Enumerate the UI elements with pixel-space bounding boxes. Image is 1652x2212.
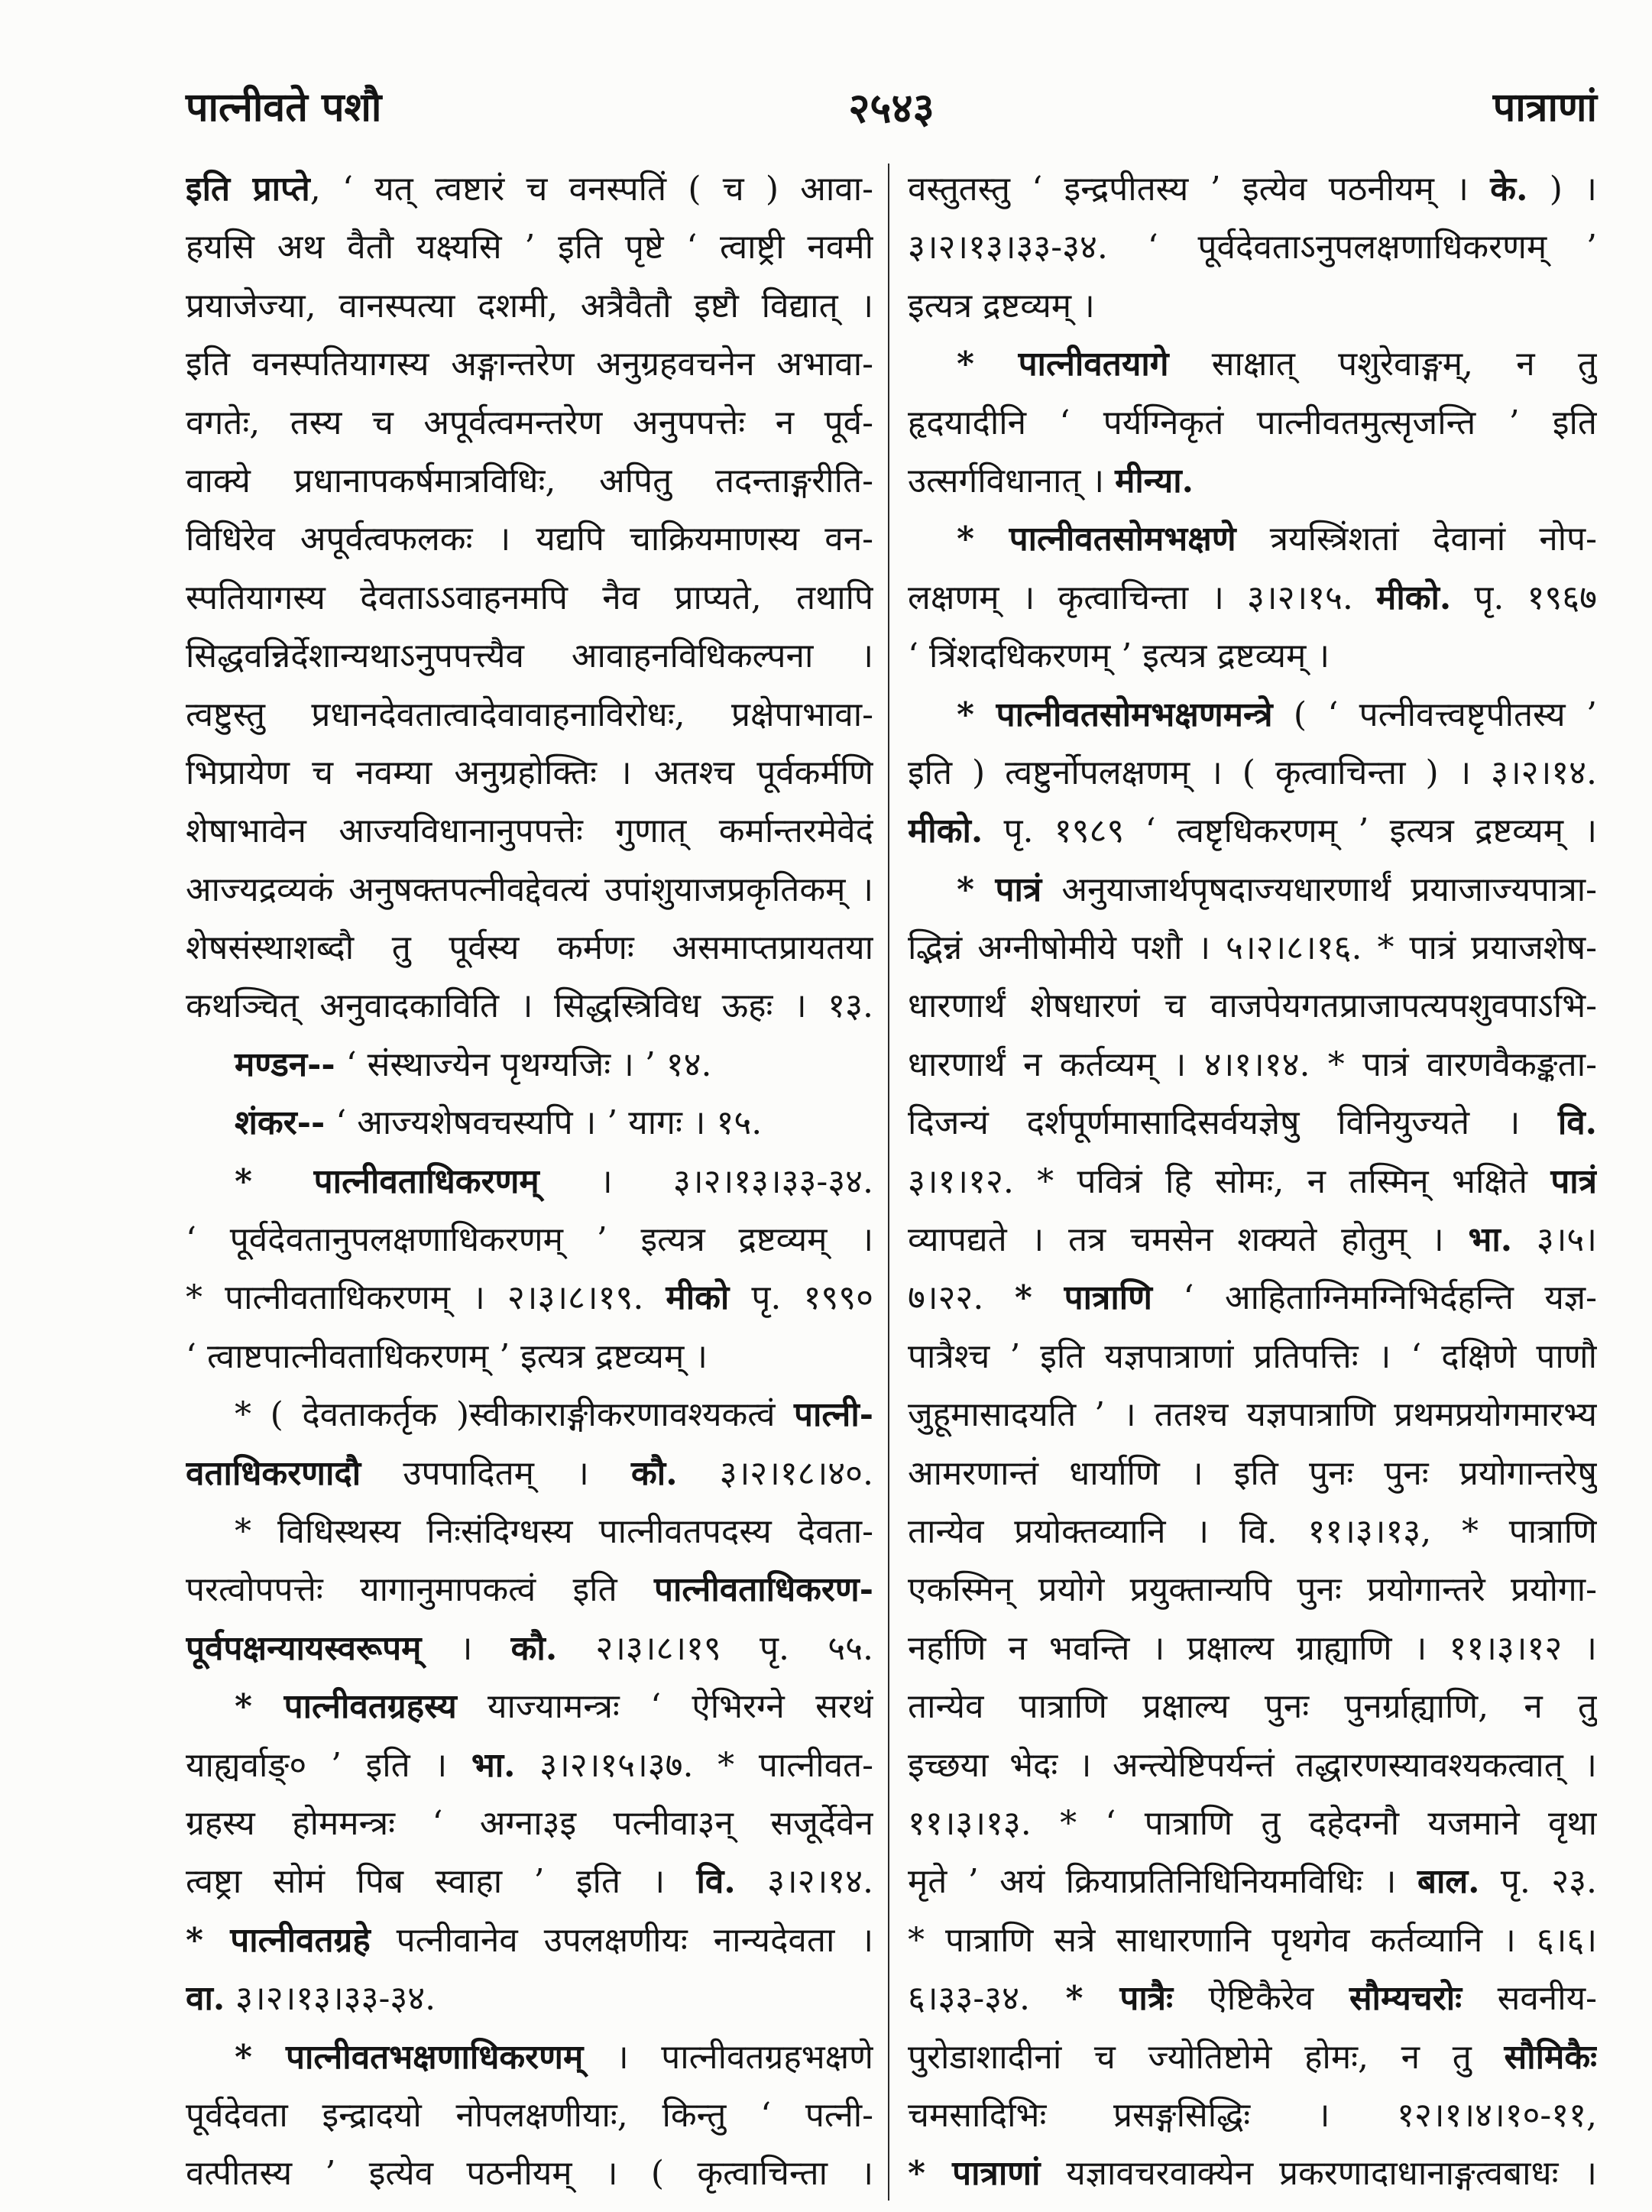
right-text-column [908, 160, 1597, 2204]
right-column-line [908, 219, 1597, 277]
right-column-line [908, 861, 1597, 919]
text-run: ‘ त्रिंशदधिकरणम् ’ इत्यत्र द्रष्टव्यम् । [908, 636, 1330, 676]
text-run: ३।२।१३।३३-३४. [225, 1979, 436, 2019]
right-column-line [908, 277, 1597, 335]
bold-term: बाल. [1417, 1862, 1480, 1902]
text-run: परत्वोपपत्तेः यागानुमापकत्वं इति [186, 1570, 655, 1610]
text-run: । [421, 1628, 511, 1668]
left-column-line [186, 1795, 873, 1853]
bold-term: वि. [1557, 1103, 1597, 1143]
text-run: ३।२।१८।४०. [677, 1453, 873, 1493]
right-column-line [908, 510, 1597, 568]
text-run: याज्यामन्त्रः ‘ ऐभिरग्ने सरथं [456, 1687, 873, 1727]
bold-term: कौ. [631, 1453, 678, 1493]
right-column-line [908, 394, 1597, 452]
right-column-line [908, 569, 1597, 627]
text-run: ७।२२. [908, 1278, 1015, 1318]
text-run: पुरोडाशादीनां च ज्योतिष्टोमे होमः, न तु [908, 2037, 1505, 2077]
text-run: आमरणान्तं धार्याणि । इति पुनः पुनः प्रयोगान्तरेषु [908, 1453, 1597, 1493]
text-run: तान्येव पात्राणि प्रक्षाल्य पुनः पुनर्ग्राह्याणि, न तु [908, 1687, 1597, 1727]
left-column-line [186, 1153, 873, 1211]
right-column-line [908, 977, 1597, 1035]
text-run: प्रयाजेज्या, वानस्पत्या दशमी, अत्रैवैतौ इष्टौ विद्यात् । [186, 286, 873, 325]
left-column-line [186, 1620, 873, 1678]
text-run: त्वष्ट्रा सोमं पिब स्वाहा ’ इति । [186, 1862, 697, 1902]
text-run: पूर्वदेवता इन्द्रादयो नोपलक्षणीयाः, किन्तु ‘ पत्नी- [186, 2095, 873, 2135]
left-column-line [186, 919, 873, 977]
right-column-line [908, 335, 1597, 393]
bold-term: * पात्नीवतग्रहस्य [235, 1687, 457, 1727]
page-number: २५४३ [848, 83, 935, 132]
right-column-line [908, 1795, 1597, 1853]
bold-term: * पात्नीवतग्रहे [186, 1920, 371, 1960]
bold-term: सौम्यचरोः [1349, 1979, 1462, 2019]
text-run: पात्रैश्च ’ इति यज्ञपात्राणां प्रतिपत्तिः । ‘ दक्षिणे पाणौ [908, 1336, 1597, 1376]
text-run: धारणार्थं न कर्तव्यम् । ४।१।१४. * पात्रं वारणवैकङ्कता- [908, 1044, 1597, 1084]
right-column-line [908, 1211, 1597, 1269]
text-run: ‘ आज्यशेषवचस्यपि । ’ यागः । १५. [325, 1103, 763, 1143]
text-run: शेषाभावेन आज्यविधानानुपपत्तेः गुणात् कर्मान्तरमेवेदं [186, 811, 873, 851]
left-column-line [186, 2145, 873, 2203]
text-run: कथञ्चित् अनुवादकाविति । सिद्धस्त्रिविध ऊहः । १३. [186, 986, 873, 1026]
text-run: ऐष्टिकैरेव [1172, 1979, 1349, 2019]
text-run: । पात्नीवतग्रहभक्षणे [583, 2037, 873, 2077]
bold-term: * पात्नीवतसोमभक्षणमन्त्रे [957, 695, 1273, 734]
text-run: भिप्रायेण च नवम्या अनुग्रहोक्तिः । अतश्च पूर्वकर्मणि [186, 753, 873, 792]
left-column-line [186, 1036, 873, 1094]
bold-term: मीको [666, 1278, 730, 1318]
text-run: सिद्धवन्निर्देशान्यथाऽनुपपत्त्यैव आवाहनविधिकल्पना । [186, 636, 873, 676]
text-run: इति वनस्पतियागस्य अङ्गान्तरेण अनुग्रहवचनेन अभावा- [186, 345, 873, 384]
text-run: पृ. २३. [1479, 1862, 1597, 1902]
bold-term: शंकर-- [235, 1103, 326, 1143]
header-right-headword: पात्राणां [1492, 84, 1597, 131]
left-column-line [186, 569, 873, 627]
left-column-line [186, 1211, 873, 1269]
bold-term: * पात्राणि [1014, 1278, 1152, 1318]
right-column-line [908, 2029, 1597, 2087]
bold-term: वा. [186, 1979, 225, 2019]
left-column-line [186, 394, 873, 452]
text-run: स्पतियागस्य देवताऽऽवाहनमपि नैव प्राप्यते, तथापि [186, 578, 873, 617]
text-run: सवनीय- [1462, 1979, 1597, 2019]
left-column-line [186, 1328, 873, 1386]
text-run: वाक्ये प्रधानापकर्षमात्रविधिः, अपितु तदन्ताङ्गरीति- [186, 461, 873, 500]
left-column-line [186, 1912, 873, 1970]
text-run: वस्तुतस्तु ‘ इन्द्रपीतस्य ’ इत्येव पठनीयम् । [908, 170, 1491, 209]
bold-term: पात्रं [1550, 1161, 1597, 1201]
right-column-line [908, 1036, 1597, 1094]
text-run: ‘ आहिताग्निमग्निभिर्दहन्ति यज्ञ- [1152, 1278, 1597, 1318]
text-run: दिजन्यं दर्शपूर्णमासादिसर्वयज्ञेषु विनियुज्यते । [908, 1103, 1558, 1143]
right-column-line [908, 627, 1597, 685]
right-column-line [908, 1094, 1597, 1152]
left-column-line [186, 627, 873, 685]
bold-term: मीको. [1376, 578, 1452, 617]
left-column-line [186, 802, 873, 860]
left-column-line [186, 510, 873, 568]
left-column-line [186, 744, 873, 802]
right-column-line [908, 919, 1597, 977]
text-run: व्यापद्यते । तत्र चमसेन शक्यते होतुम् । [908, 1220, 1469, 1260]
left-column-line [186, 1737, 873, 1795]
text-run: * पात्राणि सत्रे साधारणानि पृथगेव कर्तव्यानि । ६।६। [908, 1920, 1597, 1960]
text-run: उपपादितम् । [361, 1453, 632, 1493]
right-column-line [908, 686, 1597, 744]
right-column-line [908, 2087, 1597, 2145]
text-run: ‘ पूर्वदेवतानुपलक्षणाधिकरणम् ’ इत्यत्र द्रष्टव्यम् । [186, 1220, 873, 1260]
text-run: ३।२।१४. [735, 1862, 873, 1902]
left-column-line [186, 219, 873, 277]
text-run: चमसादिभिः प्रसङ्गसिद्धिः । १२।१।४।१०-११, [908, 2095, 1597, 2135]
left-column-line [186, 1094, 873, 1152]
text-run: वगतेः, तस्य च अपूर्वत्वमन्तरेण अनुपपत्तेः न पूर्व- [186, 403, 873, 442]
bold-term: वि. [696, 1862, 736, 1902]
bold-term: * पात्राणां [908, 2154, 1041, 2194]
text-run: ६।३३-३४. [908, 1979, 1066, 2019]
right-column-line [908, 160, 1597, 219]
bold-term: के. [1490, 170, 1528, 209]
text-run: हृदयादीनि ‘ पर्यग्निकृतं पात्नीवतमुत्सृजन्ति ’ इति [908, 403, 1597, 442]
left-column-line [186, 1445, 873, 1503]
text-run: ग्रहस्य होममन्त्रः ‘ अग्ना३इ पत्नीवा३न् सजूर्देवेन [186, 1803, 873, 1843]
text-run: २।३।८।१९ पृ. ५५. [557, 1628, 873, 1668]
left-column-line [186, 977, 873, 1035]
right-column-line [908, 1445, 1597, 1503]
right-column-line [908, 1912, 1597, 1970]
text-run: धारणार्थं शेषधारणं च वाजपेयगतप्राजापत्यपशुवपाऽभि- [908, 986, 1597, 1026]
text-run: यज्ञावचरवाक्येन प्रकरणादाधानाङ्गत्वबाधः । [1040, 2154, 1597, 2194]
bold-term: मीन्या. [1115, 461, 1194, 500]
text-run: पृ. १९९० [729, 1278, 873, 1318]
text-run: मृते ’ अयं क्रियाप्रतिनिधिनियमविधिः । [908, 1862, 1417, 1902]
text-run: * ( देवताकर्तृक )स्वीकाराङ्गीकरणावश्यकत्वं [235, 1395, 795, 1435]
right-column-line [908, 1561, 1597, 1619]
left-column-line [186, 2087, 873, 2145]
text-run: * विधिस्थस्य निःसंदिग्धस्य पात्नीवतपदस्य देवता- [235, 1511, 873, 1551]
text-run: लक्षणम् । कृत्वाचिन्ता । ३।२।१५. [908, 578, 1377, 617]
bold-term: वताधिकरणादौ [186, 1453, 361, 1493]
text-run: याह्यर्वाङ्० ’ इति । [186, 1745, 471, 1785]
right-column-line [908, 802, 1597, 860]
text-run: ११।३।१३. * ‘ पात्राणि तु दहेदग्नौ यजमाने वृथा [908, 1803, 1597, 1843]
text-run: हयसि अथ वैतौ यक्ष्यसि ’ इति पृष्टे ‘ त्वाष्ट्री नवमी [186, 228, 873, 267]
left-column-line [186, 2029, 873, 2087]
right-column-line [908, 1328, 1597, 1386]
bold-term: * पात्नीवतसोमभक्षणे [957, 520, 1236, 559]
bold-term: सौमिकैः [1504, 2037, 1597, 2077]
right-column-line [908, 1386, 1597, 1444]
bold-term: पात्नीवताधिकरण- [654, 1570, 873, 1610]
right-column-line [908, 1737, 1597, 1795]
text-run: ‘ त्वाष्टपात्नीवताधिकरणम् ’ इत्यत्र द्रष्टव्यम् । [186, 1336, 708, 1376]
text-run: नर्हाणि न भवन्ति । प्रक्षाल्य ग्राह्याणि । ११।३।१२ । [908, 1628, 1597, 1668]
text-run: त्वष्टुस्तु प्रधानदेवतात्वादेवावाहनाविरोधः, प्रक्षेपाभावा- [186, 695, 873, 734]
bold-term: इति प्राप्ते [186, 170, 310, 209]
left-column-line [186, 452, 873, 510]
left-column-line [186, 1853, 873, 1911]
left-column-line [186, 335, 873, 393]
text-run: इति ) त्वष्टुर्नोपलक्षणम् । ( कृत्वाचिन्ता ) । ३।२।१४. [908, 753, 1597, 792]
right-column-line [908, 452, 1597, 510]
bold-term: * पात्नीवतयागे [957, 345, 1169, 384]
text-run: पृ. १९८९ ‘ त्वष्टृधिकरणम् ’ इत्यत्र द्रष्टव्यम् । [983, 811, 1597, 851]
left-column-line [186, 861, 873, 919]
text-run: साक्षात् पशुरेवाङ्गम्, न तु [1168, 345, 1597, 384]
bold-term: * पात्रं [957, 870, 1042, 909]
text-run: वत्पीतस्य ’ इत्येव पठनीयम् । ( कृत्वाचिन्ता । [186, 2154, 873, 2194]
text-run: तान्येव प्रयोक्तव्यानि । वि. ११।३।१३, * पात्राणि [908, 1511, 1597, 1551]
left-column-line [186, 277, 873, 335]
left-column-line [186, 1678, 873, 1736]
right-column-line [908, 744, 1597, 802]
text-run: इच्छया भेदः । अन्त्येष्टिपर्यन्तं तद्धारणस्यावश्यकत्वात् । [908, 1745, 1597, 1785]
left-column-line [186, 160, 873, 219]
left-text-column [186, 160, 873, 2204]
bold-term: * पात्नीवतभक्षणाधिकरणम् [235, 2037, 584, 2077]
running-header [186, 75, 1597, 141]
text-run: ‘ संस्थाज्येन पृथग्यजिः । ’ १४. [335, 1044, 712, 1084]
bold-term: मण्डन-- [235, 1044, 335, 1084]
bold-term: * पात्रैः [1065, 1979, 1173, 2019]
left-column-line [186, 1386, 873, 1444]
column-divider [888, 164, 889, 2201]
right-column-line [908, 1678, 1597, 1736]
left-column-line [186, 1503, 873, 1561]
text-run: , ‘ यत् त्वष्टारं च वनस्पतिं ( च ) आवा- [309, 170, 873, 209]
text-run: आज्यद्रव्यकं अनुषक्तपत्नीवद्देवत्यं उपांशुयाजप्रकृतिकम् । [186, 870, 873, 909]
right-column-line [908, 1853, 1597, 1911]
bold-term: पात्नी- [794, 1395, 873, 1435]
text-run: एकस्मिन् प्रयोगे प्रयुक्तान्यपि पुनः प्रयोगान्तरे प्रयोगा- [908, 1570, 1597, 1610]
right-column-line [908, 1153, 1597, 1211]
bold-term: भा. [1468, 1220, 1513, 1260]
text-run: ३।२।१३।३३-३४. ‘ पूर्वदेवताऽनुपलक्षणाधिकरणम् ’ [908, 228, 1597, 267]
right-column-line [908, 2145, 1597, 2203]
text-run: ३।५। [1512, 1220, 1597, 1260]
right-column-line [908, 1970, 1597, 2028]
text-run: पत्नीवानेव उपलक्षणीयः नान्यदेवता । [370, 1920, 873, 1960]
right-column-line [908, 1620, 1597, 1678]
text-run: उत्सर्गविधानात् । [908, 461, 1116, 500]
text-run: पृ. १९६७ [1451, 578, 1597, 617]
text-run: इत्यत्र द्रष्टव्यम् । [908, 286, 1095, 325]
text-run: त्रयस्त्रिंशतां देवानां नोप- [1236, 520, 1597, 559]
bold-term: मीको. [908, 811, 983, 851]
text-run: ३।२।१५।३७. * पात्नीवत- [515, 1745, 873, 1785]
bold-term: भा. [471, 1745, 516, 1785]
text-run: विधिरेव अपूर्वत्वफलकः । यद्यपि चाक्रियमाणस्य वन- [186, 520, 873, 559]
left-column-line [186, 686, 873, 744]
text-run: जुहूमासादयति ’ । ततश्च यज्ञपात्राणि प्रथमप्रयोगमारभ्य [908, 1395, 1597, 1435]
text-run: * पात्नीवताधिकरणम् । २।३।८।१९. [186, 1278, 666, 1318]
left-column-line [186, 1561, 873, 1619]
text-run: ३।१।१२. * पवित्रं हि सोमः, न तस्मिन् भक्षिते [908, 1161, 1551, 1201]
header-left-headword: पात्नीवते पशौ [186, 84, 382, 131]
text-run: द्भिन्नं अग्नीषोमीये पशौ । ५।२।८।१६. * पात्रं प्रयाजशेष- [908, 928, 1597, 968]
bold-term: * पात्नीवताधिकरणम् [235, 1161, 539, 1201]
left-column-line [186, 1269, 873, 1327]
right-column-line [908, 1269, 1597, 1327]
text-run: शेषसंस्थाशब्दौ तु पूर्वस्य कर्मणः असमाप्तप्रायतया [186, 928, 873, 968]
bold-term: कौ. [510, 1628, 558, 1668]
right-column-line [908, 1503, 1597, 1561]
text-run: अनुयाजार्थपृषदाज्यधारणार्थं प्रयाजाज्यपात्रा- [1041, 870, 1597, 909]
text-run: ) । [1527, 170, 1597, 209]
bold-term: पूर्वपक्षन्यायस्वरूपम् [186, 1628, 422, 1668]
text-run: ( ‘ पत्नीवत्त्वष्टृपीतस्य ’ [1272, 695, 1597, 734]
left-column-line [186, 1970, 873, 2028]
text-run: । ३।२।१३।३३-३४. [539, 1161, 873, 1201]
